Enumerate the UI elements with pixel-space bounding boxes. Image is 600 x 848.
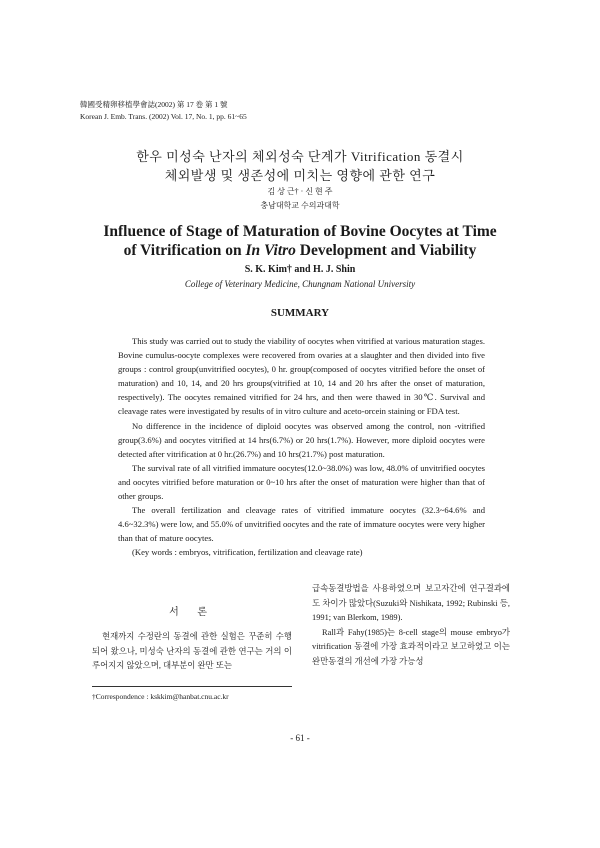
- summary-paragraph: No difference in the incidence of diploid oocytes was observed among the control, non -vitrified group(3.6%) and oocytes vitrified at 14 hrs(6.7%) or 20 hrs(1.7%). However, more diploid oocytes were detected after vitrification at 0 hr.(26.7%) and 10 hrs(21.7%) post maturation.: [118, 420, 485, 459]
- english-title-line2: [0, 242, 600, 260]
- korean-title-line2: 체외발생 및 생존성에 미치는 영향에 관한 연구: [164, 168, 436, 183]
- summary-keywords: (Key words : embryos, vitrification, fertilization and cleavage rate): [132, 547, 363, 558]
- summary-body: [118, 334, 485, 560]
- summary-heading: SUMMARY: [270, 307, 330, 319]
- footnote-correspondence: †Correspondence : kskkim@hanbat.cnu.ac.kr: [92, 692, 229, 701]
- english-affiliation: College of Veterinary Medicine, Chungnam National University: [184, 279, 416, 289]
- journal-header-korean: 韓國受精卵移植學會誌(2002) 第 17 卷 第 1 號: [80, 100, 228, 109]
- korean-title-line1: 한우 미성숙 난자의 체외성숙 단계가 Vitrification 동결시: [136, 149, 464, 164]
- english-title-line2-pre: of Vitrification on: [123, 242, 246, 259]
- intro-left-column: [92, 630, 292, 674]
- english-title-line1: Influence of Stage of Maturation of Bovine Oocytes at Time: [103, 223, 497, 240]
- page-number: - 61 -: [290, 733, 310, 743]
- summary-paragraph: The survival rate of all vitrified immature oocytes(12.0~38.0%) was low, 48.0% of unvitrified oocytes and oocytes vitrified before maturation or 0~10 hrs after the onset of maturation were higher than that of other groups.: [118, 462, 485, 502]
- summary-paragraph: This study was carried out to study the viability of oocytes when vitrified at various maturation stages. Bovine cumulus-oocyte complexes were recovered from ovaries at a slaughter and then divided into five groups : control group(unvitrified oocytes), 0 hr. group(composed of oocytes vitrified before the onset of maturation) and 10, 14, and 20 hrs groups(vitrified at 10, 14 and 20 hrs after the onset of maturation, respectively). The oocytes remained vitrified for 24 hrs, and then were thawed in 30℃. Survival and cleavage rates were investigated by results of in vitro culture and aceto-orcein staining or FDA test.: [118, 336, 485, 417]
- intro-right-paragraph-2: Rall과 Fahy(1985)는 8-cell stage의 mouse embryo가 vitrification 동결에 가장 효과적이라고 보고하였고 이는 완만동결의 개선에 가장 가능성: [312, 627, 510, 666]
- english-title-line2-post: Development and Viability: [295, 242, 477, 259]
- footnote-rule: [92, 686, 292, 687]
- summary-paragraph: The overall fertilization and cleavage rates of vitrified immature oocytes (32.3~64.6% and 4.6~32.3%) were low, and 55.0% of unvitrified oocytes and the rate of immature oocytes were very higher than that of mature oocytes.: [118, 505, 485, 544]
- intro-right-column: [312, 582, 510, 669]
- intro-heading: 서 론: [169, 607, 215, 618]
- intro-right-paragraph-1: 급속동결방법을 사용하였으며 보고자간에 연구결과에도 차이가 많았다(Suzuki와 Nishikata, 1992; Rubinski 등, 1991; van Blerkom, 1989).: [312, 584, 510, 622]
- korean-authors: 김 상 근† · 신 현 주: [267, 187, 333, 196]
- journal-header-english: Korean J. Emb. Trans. (2002) Vol. 17, No. 1, pp. 61~65: [80, 112, 247, 121]
- english-title-line2-italic: In Vitro: [245, 242, 296, 259]
- intro-left-paragraph: 현재까지 수정란의 동결에 관한 실험은 꾸준히 수행되어 왔으나, 미성숙 난자의 동결에 관한 연구는 거의 이루어지지 않았으며, 대부분이 완만 또는: [92, 632, 292, 670]
- korean-affiliation: 충남대학교 수의과대학: [260, 201, 340, 210]
- english-authors: S. K. Kim† and H. J. Shin: [244, 264, 356, 275]
